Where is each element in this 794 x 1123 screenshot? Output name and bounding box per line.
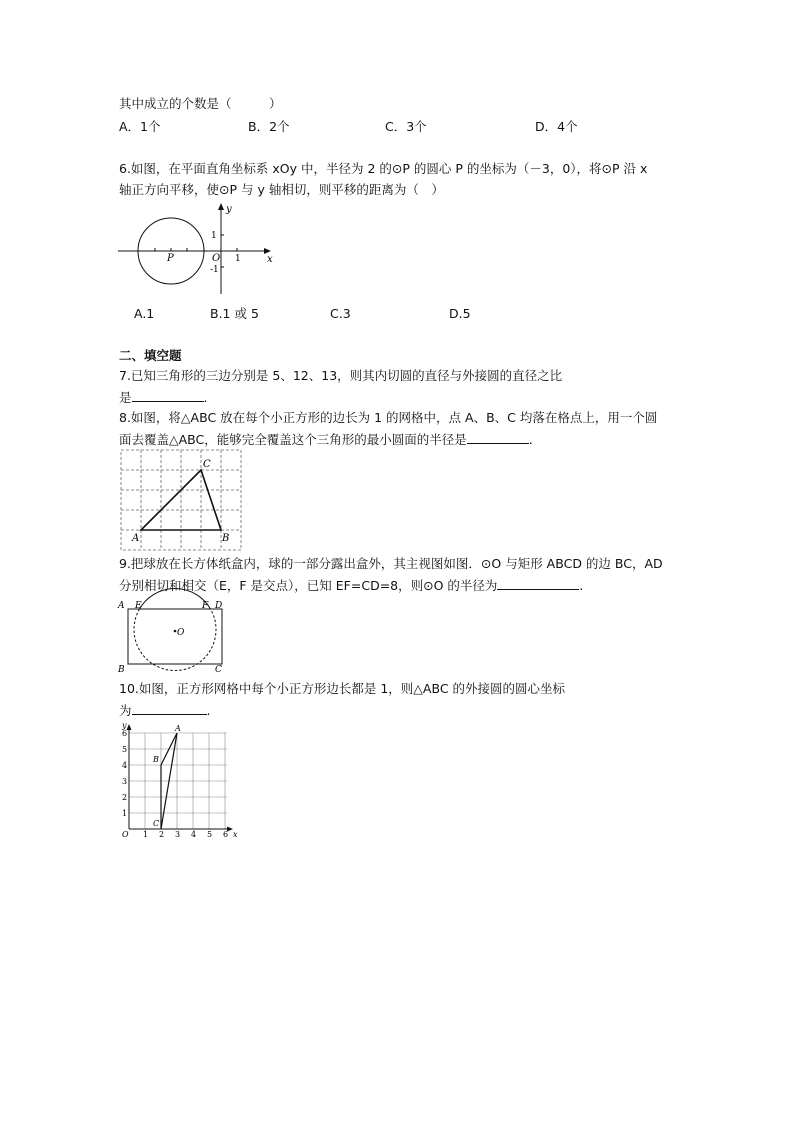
q9-label-o: O [177, 628, 185, 638]
q8-label-b: B [222, 533, 230, 544]
q6-option-a: A.1 [134, 306, 155, 321]
q9-prefix: 分别相切和相交（E，F 是交点），已知 EF=CD=8，则⊙O 的半径为 [119, 578, 498, 593]
section-title: 二、填空题 [119, 348, 182, 363]
q9-label-e: E [135, 601, 142, 611]
q10-y-tick: 1 [122, 809, 128, 818]
q10-prefix: 为 [119, 703, 132, 718]
q5-prompt: 其中成立的个数是（ ） [119, 96, 282, 111]
q10-grid [129, 733, 227, 829]
q9-text-line2 [119, 576, 583, 595]
q10-suffix: . [206, 703, 211, 718]
q8-suffix: . [528, 432, 533, 447]
q7-suffix: . [203, 390, 208, 405]
q10-y-label: y [122, 721, 127, 730]
q10-x-tick: 3 [175, 830, 181, 839]
q8-figure [120, 449, 244, 549]
q10-x-tick: 4 [191, 830, 197, 839]
q9-label-b: B [118, 665, 125, 675]
q10-y-tick: 3 [122, 777, 128, 786]
q10-text-line1: 10.如图，正方形网格中每个小正方形边长都是 1，则△ABC 的外接圆的圆心坐标 [119, 681, 566, 696]
q10-label-a: A [175, 724, 181, 733]
q10-x-label: x [233, 830, 238, 839]
q6-tick-1x: 1 [235, 254, 241, 264]
q9-center-point [174, 630, 177, 633]
q10-y-tick: 4 [122, 761, 128, 770]
q9-label-a: A [118, 601, 125, 611]
q10-answer-blank[interactable] [132, 701, 207, 715]
q6-text-line2: 轴正方向平移，使⊙P 与 y 轴相切，则平移的距离为（ ） [119, 182, 444, 197]
q8-text-line2 [119, 430, 533, 449]
q6-option-b: B.1 或 5 [210, 306, 259, 321]
q6-figure [118, 202, 278, 297]
q7-text-line1: 7.已知三角形的三边分别是 5、12、13，则其内切圆的直径与外接圆的直径之比 [119, 368, 563, 383]
q9-label-f: F [202, 601, 209, 611]
q6-origin-label: O [212, 253, 221, 264]
q9-suffix: . [579, 578, 584, 593]
q10-y-arrow [127, 724, 132, 730]
q8-answer-blank[interactable] [467, 430, 529, 444]
q9-rectangle-abcd [128, 609, 222, 664]
q8-prefix: 面去覆盖△ABC，能够完全覆盖这个三角形的最小圆面的半径是 [119, 432, 467, 447]
q6-y-label: y [226, 204, 232, 215]
q6-option-d: D.5 [449, 306, 471, 321]
q7-answer-blank[interactable] [132, 388, 204, 402]
q9-circle-arc-inside [134, 609, 216, 671]
q8-text-line1: 8.如图，将△ABC 放在每个小正方形的边长为 1 的网格中，点 A、B、C 均落在格点上，用一个圆 [119, 410, 658, 425]
q8-label-c: C [203, 459, 211, 470]
q5-option-d: D．4个 [535, 119, 578, 134]
q6-option-c: C.3 [330, 306, 351, 321]
q8-label-a: A [132, 533, 140, 544]
q10-x-tick: 5 [207, 830, 213, 839]
q10-x-tick: 1 [143, 830, 149, 839]
q5-option-b: B．2个 [248, 119, 290, 134]
q6-tick-m1y: -1 [210, 265, 219, 275]
q9-label-d: D [215, 601, 223, 611]
q10-y-tick: 5 [122, 745, 128, 754]
q9-label-c: C [215, 665, 222, 675]
q6-x-label: x [267, 254, 273, 265]
q10-y-tick: 2 [122, 793, 128, 802]
q10-label-b: B [153, 755, 159, 764]
q6-text-line1: 6.如图，在平面直角坐标系 xOy 中，半径为 2 的⊙P 的圆心 P 的坐标为（－3，0），将⊙P 沿 x [119, 161, 648, 176]
q10-x-tick: 2 [159, 830, 165, 839]
q10-origin-label: O [122, 830, 129, 839]
q6-tick-1y: 1 [211, 231, 217, 241]
q10-x-tick: 6 [223, 830, 229, 839]
q6-center-label: P [167, 253, 174, 264]
q10-figure [118, 720, 244, 840]
q9-answer-blank[interactable] [497, 576, 579, 590]
q10-label-c: C [153, 819, 160, 828]
q6-y-arrow [218, 203, 224, 210]
q10-y-tick: 6 [122, 729, 128, 738]
q9-text-line1: 9.把球放在长方体纸盒内，球的一部分露出盒外，其主视图如图．⊙O 与矩形 ABCD 的边 BC，AD [119, 556, 663, 571]
q7-text-line2 [119, 388, 208, 407]
q10-text-line2 [119, 701, 211, 720]
q9-figure [116, 596, 232, 674]
q5-option-c: C．3个 [385, 119, 427, 134]
q5-option-a: A．1个 [119, 119, 161, 134]
q7-prefix: 是 [119, 390, 132, 405]
